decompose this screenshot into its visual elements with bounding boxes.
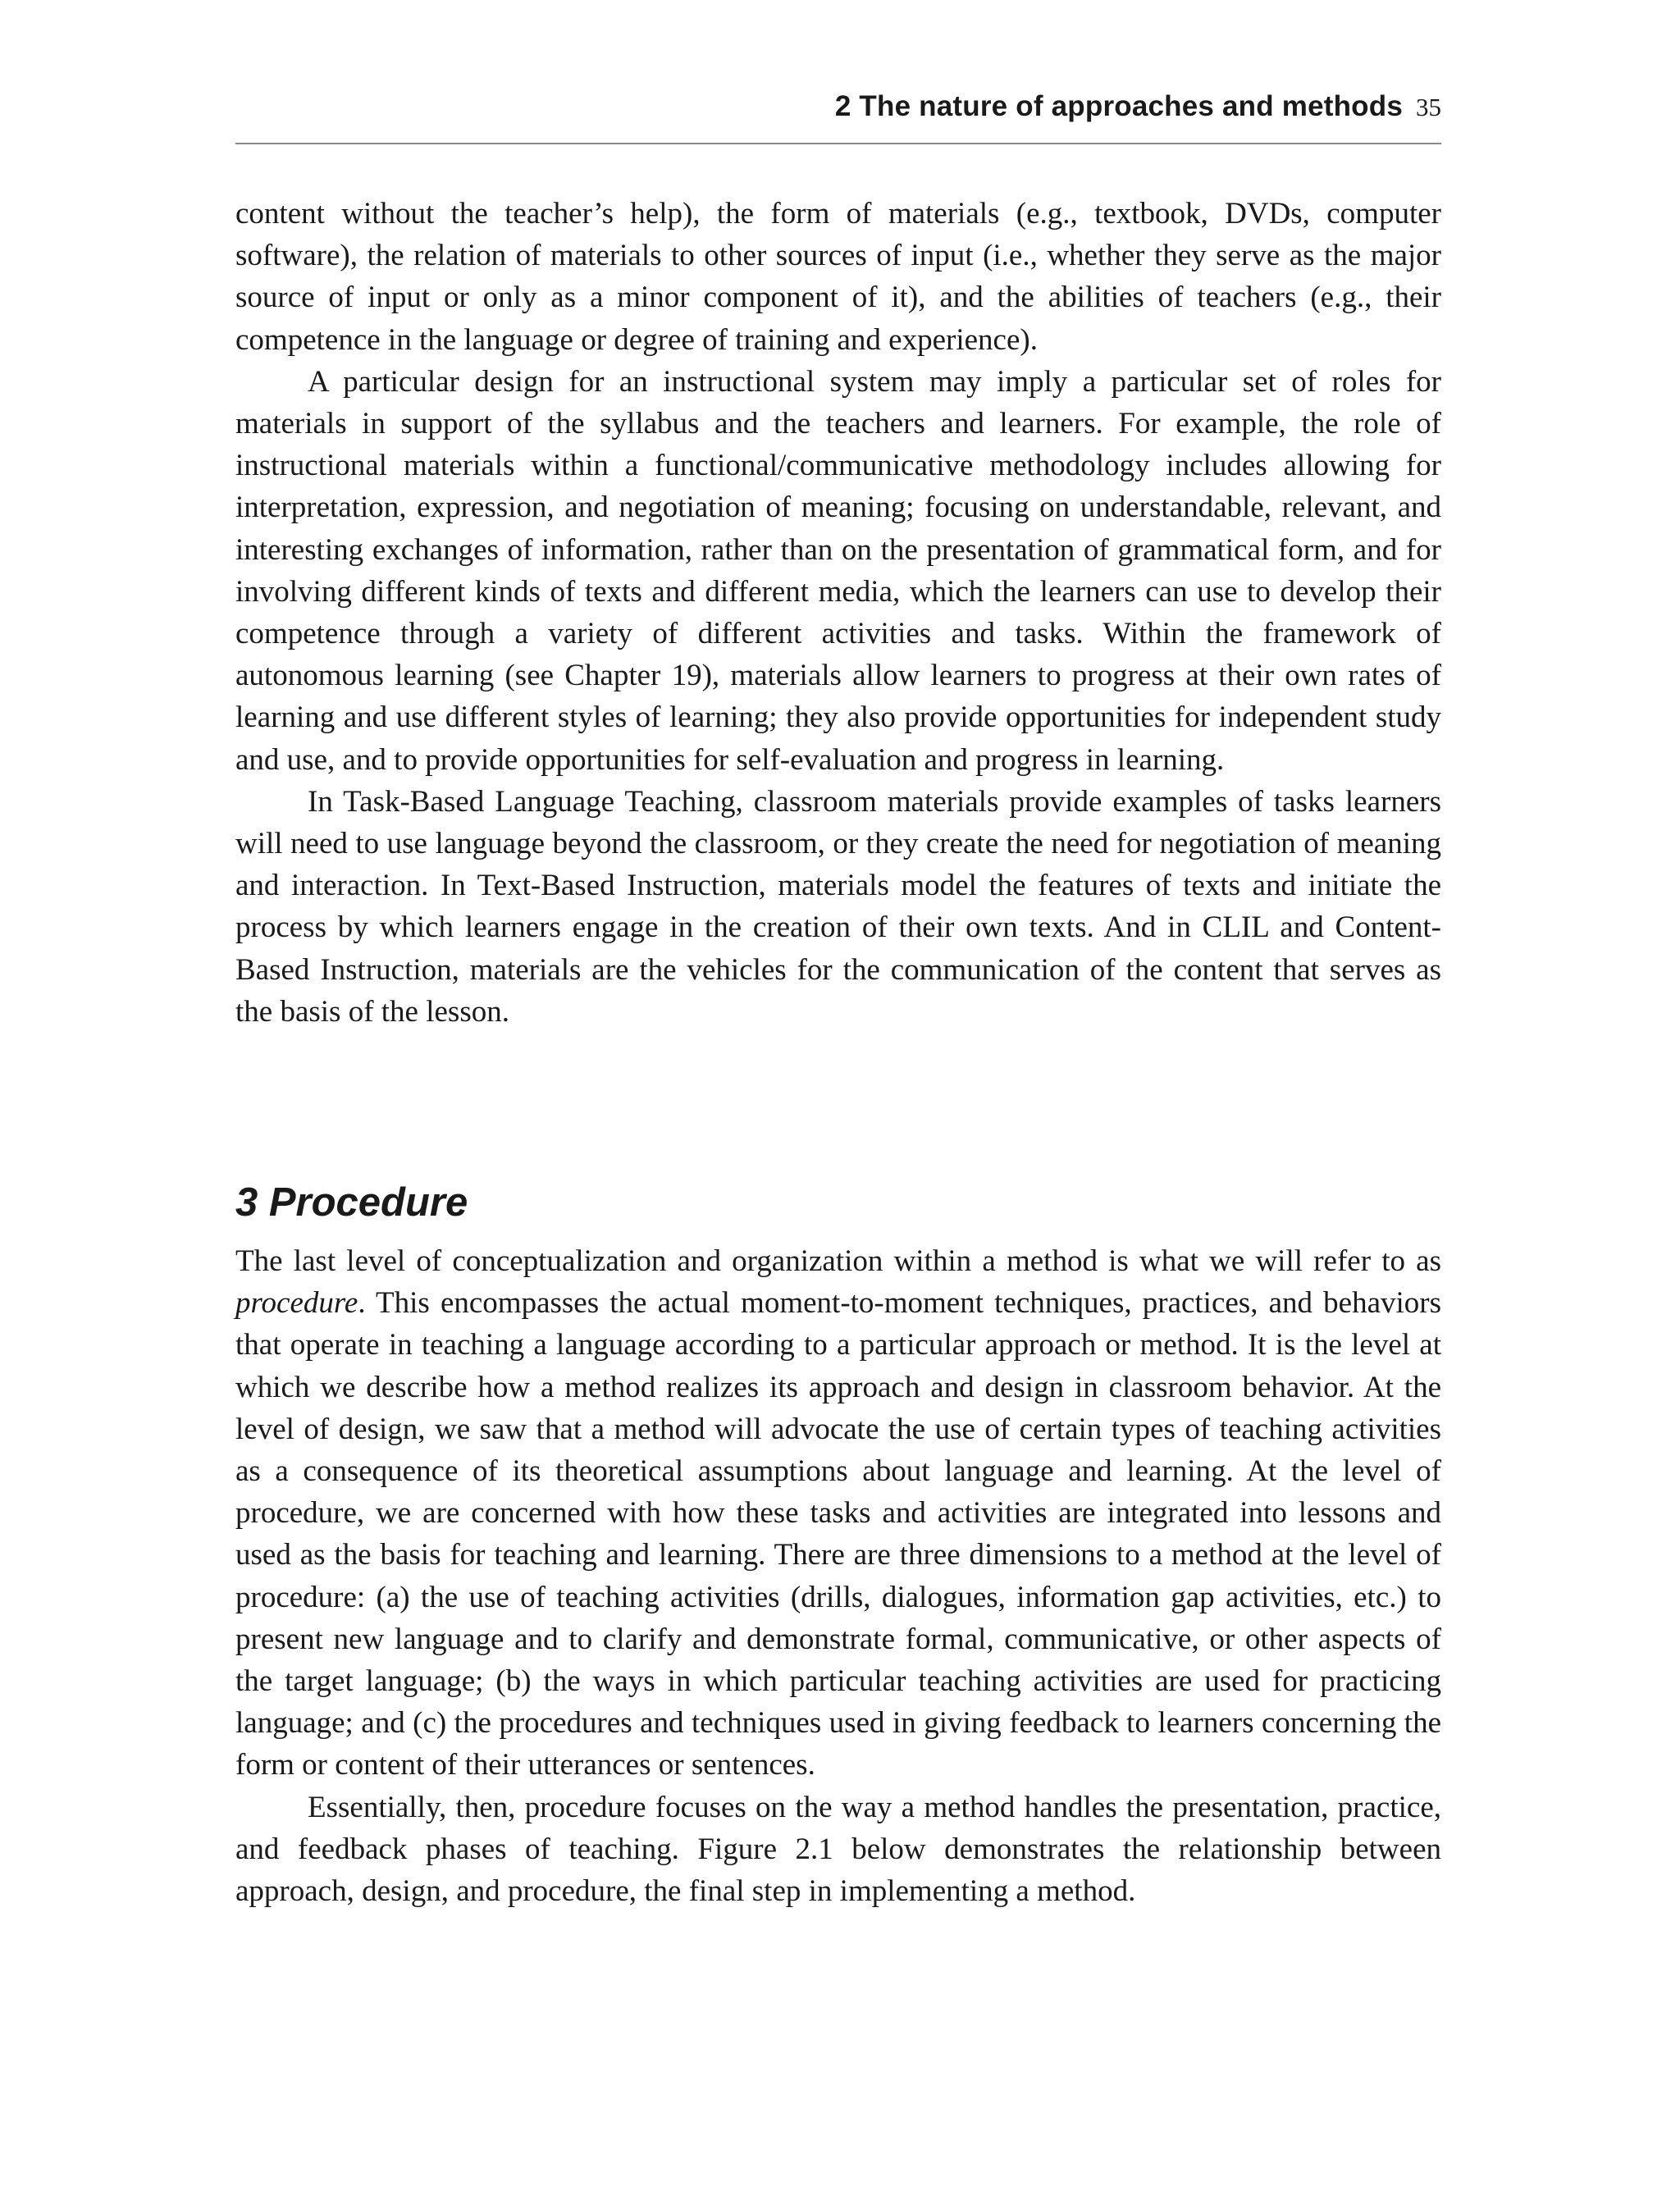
paragraph-materials-continued: content without the teacher’s help), the form of materials (e.g., textbook, DVDs, computer software), the relation of materials to other sources of input (i.e., whether they serve as the major source of input or only as a minor component of it), and the abilities of teachers (e.g., their competence in the language or degree of training and experience). xyxy=(235,197,1441,357)
page-number: 35 xyxy=(1416,93,1441,121)
paragraph-materials-roles: A particular design for an instructional system may imply a particular set of roles for materials in support of the syllabus and the teachers and learners. For example, the role of instructional materials within a functional/communicative methodology includes allowing for interpretation, expression, and negotiation of meaning; focusing on understandable, relevant, and interesting exchanges of information, rather than on the presentation of grammatical form, and for involving different kinds of texts and different media, which the learners can use to develop their competence through a variety of different activities and tasks. Within the framework of autonomous learning (see Chapter 19), materials allow learners to progress at their own rates of learning and use different styles of learning; they also provide opportunities for independent study and use, and to provide opportunities for self-evaluation and progress in learning. xyxy=(235,364,1441,777)
paragraph-task-based: In Task-Based Language Teaching, classroom materials provide examples of tasks learners will need to use language beyond the classroom, or they create the need for negotiation of meaning and interaction. In Text-Based Instruction, materials model the features of texts and initiate the process by which learners engage in the creation of their own texts. And in CLIL and Content-Based Instruction, materials are the vehicles for the communication of the content that serves as the basis of the lesson. xyxy=(235,784,1441,1029)
chapter-title: 2 The nature of approaches and methods xyxy=(834,90,1403,122)
running-head xyxy=(235,90,1441,144)
procedure-text-block xyxy=(235,1240,1441,1912)
paragraph-procedure-definition xyxy=(235,1240,1441,1787)
procedure-term: procedure xyxy=(235,1286,358,1321)
procedure-body-text: . This encompasses the actual moment-to-moment techniques, practices, and behaviors that operate in teaching a language according to a particular approach or method. It is the level at which we describe how a method realizes its approach and design in classroom behavior. At the level of design, we saw that a method will advocate the use of certain types of teaching activities as a consequence of its theoretical assumptions about language and learning. At the level of procedure, we are concerned with how these tasks and activities are integrated into lessons and used as the basis for teaching and learning. There are three dimensions to a method at the level of procedure: (a) the use of teaching activities (drills, dialogues, information gap activities, etc.) to present new language and to clarify and demonstrate formal, communicative, or other aspects of the target language; (b) the ways in which particular teaching activities are used for practicing language; and (c) the procedures and techniques used in giving feedback to learners concerning the form or content of their utterances or sentences. xyxy=(235,1286,1441,1782)
paragraph-procedure-summary: Essentially, then, procedure focuses on the way a method handles the presentation, practice, and feedback phases of teaching. Figure 2.1 below demonstrates the relationship between approach, design, and procedure, the final step in implementing a method. xyxy=(235,1790,1441,1909)
section-heading-procedure: 3 Procedure xyxy=(235,1180,468,1225)
procedure-intro-text: The last level of conceptualization and organization within a method is what we will refer to as xyxy=(235,1244,1441,1278)
top-text-block xyxy=(235,193,1441,1033)
